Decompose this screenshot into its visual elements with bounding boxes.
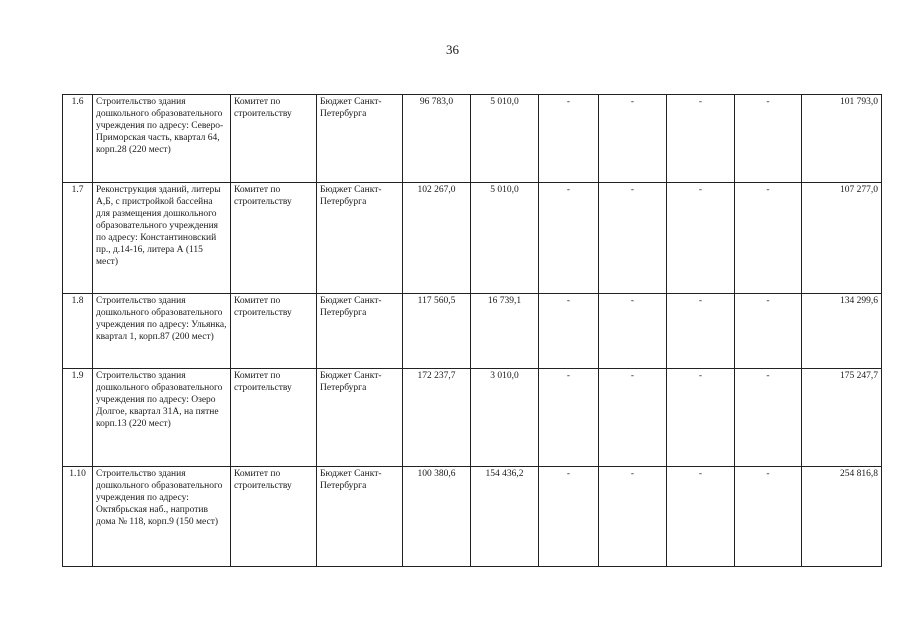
- table-row: [63, 294, 882, 369]
- table-row: [63, 95, 882, 183]
- table-row: [63, 183, 882, 294]
- row-number: 1.8: [63, 294, 93, 369]
- row-number: 1.6: [63, 95, 93, 183]
- amount-2: 5 010,0: [471, 95, 539, 183]
- amount-6: -: [735, 95, 802, 183]
- executor: Комитет по строительству: [231, 95, 317, 183]
- amount-5: -: [667, 183, 735, 294]
- amount-5: -: [667, 369, 735, 467]
- table-row: [63, 467, 882, 567]
- funding-source: Бюджет Санкт-Петербурга: [317, 95, 403, 183]
- amount-2: 5 010,0: [471, 183, 539, 294]
- amount-1: 102 267,0: [403, 183, 471, 294]
- executor: Комитет по строительству: [231, 467, 317, 567]
- project-name: Строительство здания дошкольного образовательного учреждения по адресу: Северо-Приморская часть, квартал 64, корп.28 (220 мест): [93, 95, 231, 183]
- amount-1: 100 380,6: [403, 467, 471, 567]
- project-name: Строительство здания дошкольного образовательного учреждения по адресу: Ульянка, квартал 1, корп.87 (200 мест): [93, 294, 231, 369]
- project-name: Строительство здания дошкольного образовательного учреждения по адресу: Октябрьская наб., напротив дома № 118, корп.9 (150 мест): [93, 467, 231, 567]
- row-number: 1.7: [63, 183, 93, 294]
- amount-3: -: [539, 183, 599, 294]
- amount-5: -: [667, 95, 735, 183]
- amount-4: -: [599, 369, 667, 467]
- amount-3: -: [539, 95, 599, 183]
- amount-3: -: [539, 369, 599, 467]
- amount-2: 3 010,0: [471, 369, 539, 467]
- total-amount: 107 277,0: [802, 183, 882, 294]
- amount-3: -: [539, 294, 599, 369]
- amount-6: -: [735, 467, 802, 567]
- amount-6: -: [735, 369, 802, 467]
- executor: Комитет по строительству: [231, 183, 317, 294]
- total-amount: 175 247,7: [802, 369, 882, 467]
- amount-1: 172 237,7: [403, 369, 471, 467]
- budget-table: [62, 94, 882, 567]
- amount-4: -: [599, 95, 667, 183]
- amount-4: -: [599, 183, 667, 294]
- amount-2: 16 739,1: [471, 294, 539, 369]
- page-number: 36: [446, 42, 459, 57]
- funding-source: Бюджет Санкт-Петербурга: [317, 294, 403, 369]
- amount-5: -: [667, 294, 735, 369]
- project-name: Реконструкция зданий, литеры А,Б, с пристройкой бассейна для размещения дошкольного образовательного учреждения по адресу: Константиновский пр., д.14-16, литера А (115 мест): [93, 183, 231, 294]
- amount-6: -: [735, 183, 802, 294]
- project-name: Строительство здания дошкольного образовательного учреждения по адресу: Озеро Долгое, квартал 31А, на пятне корп.13 (220 мест): [93, 369, 231, 467]
- executor: Комитет по строительству: [231, 294, 317, 369]
- total-amount: 254 816,8: [802, 467, 882, 567]
- funding-source: Бюджет Санкт-Петербурга: [317, 369, 403, 467]
- amount-1: 96 783,0: [403, 95, 471, 183]
- amount-4: -: [599, 294, 667, 369]
- amount-4: -: [599, 467, 667, 567]
- total-amount: 134 299,6: [802, 294, 882, 369]
- funding-source: Бюджет Санкт-Петербурга: [317, 183, 403, 294]
- table-row: [63, 369, 882, 467]
- amount-6: -: [735, 294, 802, 369]
- row-number: 1.9: [63, 369, 93, 467]
- total-amount: 101 793,0: [802, 95, 882, 183]
- amount-2: 154 436,2: [471, 467, 539, 567]
- amount-5: -: [667, 467, 735, 567]
- amount-3: -: [539, 467, 599, 567]
- row-number: 1.10: [63, 467, 93, 567]
- amount-1: 117 560,5: [403, 294, 471, 369]
- funding-source: Бюджет Санкт-Петербурга: [317, 467, 403, 567]
- executor: Комитет по строительству: [231, 369, 317, 467]
